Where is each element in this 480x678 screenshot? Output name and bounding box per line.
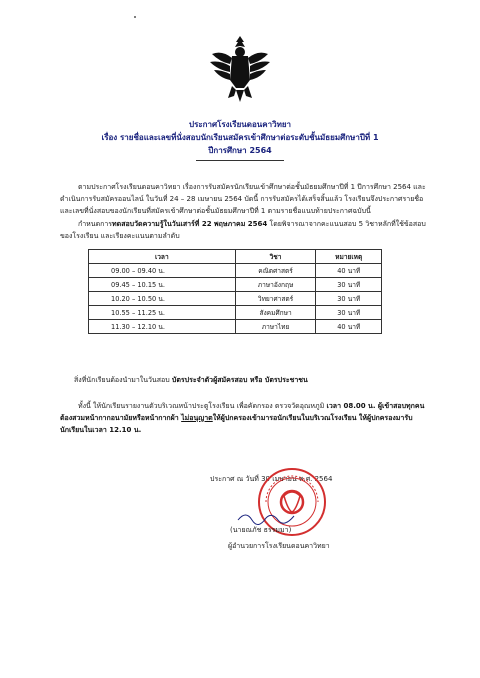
garuda-emblem-icon bbox=[208, 34, 272, 104]
signer-position: ผู้อำนวยการโรงเรียนดอนคาวิทยา bbox=[228, 542, 330, 550]
academic-year: ปีการศึกษา 2564 bbox=[208, 146, 272, 155]
requirements-prefix: สิ่งที่นักเรียนต้องนำมาในวันสอบ bbox=[74, 376, 172, 384]
cell-subject: ภาษาอังกฤษ bbox=[235, 278, 316, 292]
instructions-time-mask: เวลา 08.00 น. ผู้เข้าสอบทุกคนต้องสวมหน้ากากอนามัยหรือหน้ากากผ้า bbox=[60, 402, 425, 422]
cell-note: 30 นาที bbox=[316, 306, 382, 320]
divider bbox=[196, 160, 284, 161]
paragraph-intro bbox=[60, 181, 430, 217]
cell-subject: ภาษาไทย bbox=[235, 320, 316, 334]
paragraph-intro-text: ตามประกาศโรงเรียนดอนคาวิทยา เรื่องการรับสมัครนักเรียนเข้าศึกษาต่อชั้นมัธยมศึกษาปีที่ 1 ปีการศึกษา 2564 และดำเนินการรับสมัครออนไลน์ ในวันที่ 24 – 28 เมษายน 2564 บัดนี้ การรับสมัครได้เสร็จสิ้นแล้ว โรงเรียนจึงประกาศรายชื่อและเลขที่นั่งสอบของนักเรียนที่สมัครเข้าศึกษาต่อชั้นมัธยมศึกษาปีที่ 1 ตามรายชื่อแนบท้ายประกาศฉบับนี้ bbox=[60, 183, 426, 215]
cell-note: 30 นาที bbox=[316, 292, 382, 306]
table-row bbox=[89, 320, 382, 334]
instructions-prefix: ทั้งนี้ ให้นักเรียนรายงานตัวบริเวณหน้าประตูโรงเรียน เพื่อคัดกรอง ตรวจวัดอุณหภูมิ bbox=[78, 402, 327, 410]
cell-note: 40 นาที bbox=[316, 264, 382, 278]
cell-note: 40 นาที bbox=[316, 320, 382, 334]
cell-time: 11.30 – 12.10 น. bbox=[89, 320, 236, 334]
cell-time: 09.00 – 09.40 น. bbox=[89, 264, 236, 278]
signer-name: (นายณภัช ธรรมมา) bbox=[230, 526, 292, 534]
not-allowed-text: ไม่อนุญาต bbox=[181, 414, 213, 422]
header-subject: วิชา bbox=[235, 250, 316, 264]
cell-subject: คณิตศาสตร์ bbox=[235, 264, 316, 278]
instructions-parents: ให้ผู้ปกครองเข้ามารอนักเรียนในบริเวณโรงเรียน ให้ผู้ปกครองมารับนักเรียนในเวลา 12.10 น. bbox=[60, 414, 413, 434]
schedule-prefix: กำหนดการ bbox=[78, 220, 113, 228]
schedule-suffix: โดยพิจารณาจากคะแนนสอบ 5 วิชาหลักที่ใช้ข้อสอบของโรงเรียน และเรียงคะแนนตามลำดับ bbox=[60, 220, 426, 240]
announcement-subject: เรื่อง รายชื่อและเลขที่นั่งสอบนักเรียนสมัครเข้าศึกษาต่อระดับชั้นมัธยมศึกษาปีที่ 1 bbox=[101, 133, 379, 142]
announcement-date: ประกาศ ณ วันที่ 30 เมษายน พ.ศ. 2564 bbox=[210, 475, 333, 483]
exam-schedule-table bbox=[88, 249, 382, 334]
speck bbox=[134, 16, 136, 18]
cell-subject: วิทยาศาสตร์ bbox=[235, 292, 316, 306]
paragraph-instructions bbox=[60, 400, 430, 436]
header-note: หมายเหตุ bbox=[316, 250, 382, 264]
handwritten-signature bbox=[236, 508, 296, 526]
table-row bbox=[89, 278, 382, 292]
cell-time: 09.45 – 10.15 น. bbox=[89, 278, 236, 292]
cell-subject: สังคมศึกษา bbox=[235, 306, 316, 320]
paragraph-schedule bbox=[60, 218, 430, 242]
cell-time: 10.20 – 10.50 น. bbox=[89, 292, 236, 306]
exam-date: ทดสอบวัดความรู้ในวันเสาร์ที่ 22 พฤษภาคม 2564 bbox=[112, 220, 268, 228]
paragraph-requirements bbox=[74, 374, 434, 386]
header-time: เวลา bbox=[89, 250, 236, 264]
cell-note: 30 นาที bbox=[316, 278, 382, 292]
table-row bbox=[89, 264, 382, 278]
announcement-title: ประกาศโรงเรียนดอนคาวิทยา bbox=[188, 120, 292, 129]
table-row bbox=[89, 306, 382, 320]
table-row bbox=[89, 292, 382, 306]
table-header-row bbox=[89, 250, 382, 264]
required-documents: บัตรประจำตัวผู้สมัครสอบ หรือ บัตรประชาชน bbox=[171, 376, 308, 384]
cell-time: 10.55 – 11.25 น. bbox=[89, 306, 236, 320]
